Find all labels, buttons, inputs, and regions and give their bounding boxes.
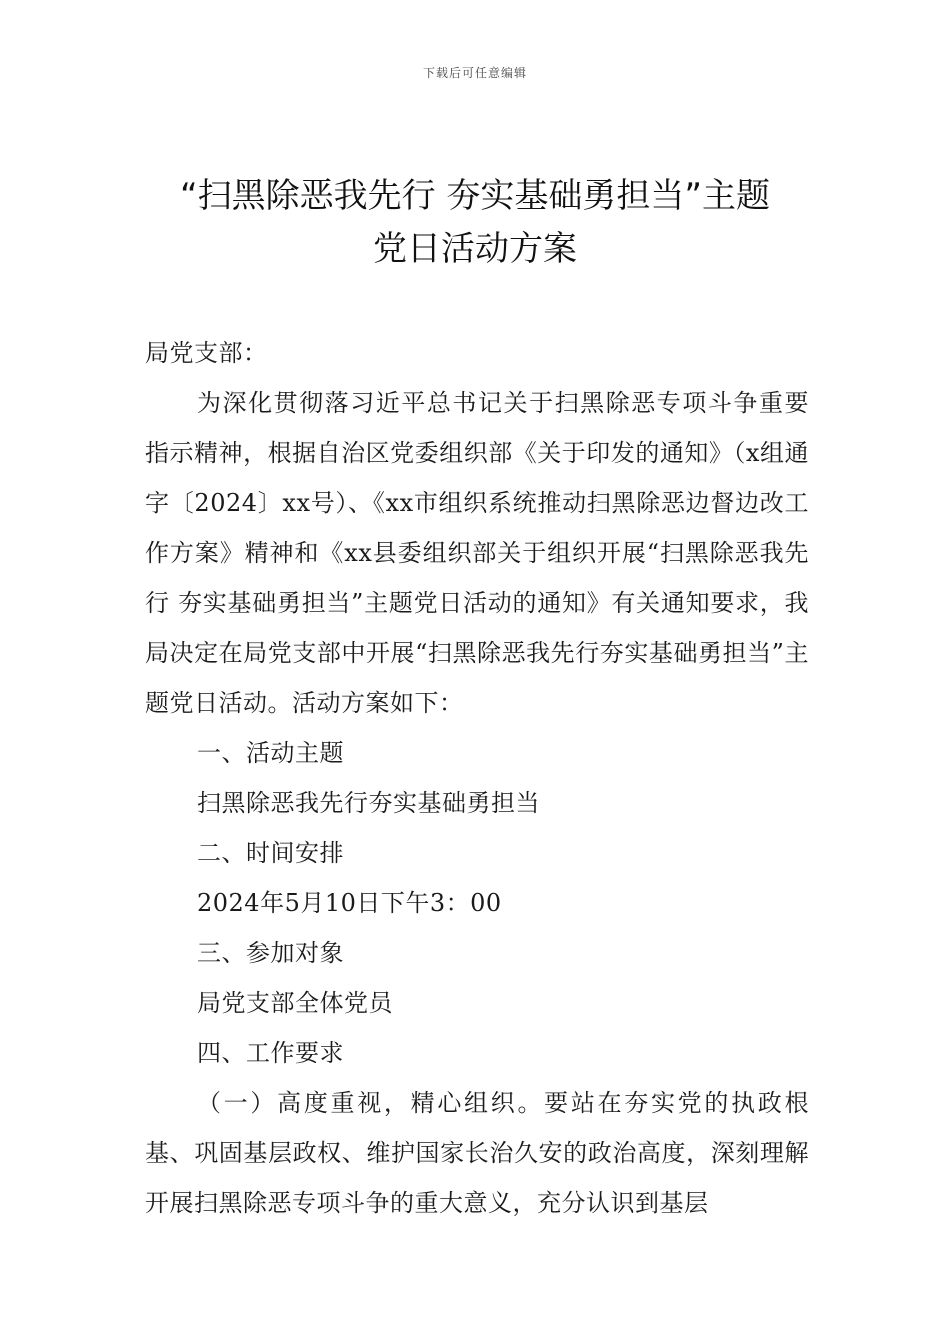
salutation: 局党支部： (145, 339, 268, 367)
section-content-time: 2024年5月10日下午3：00 (197, 889, 502, 917)
title-line-2: 党日活动方案 (373, 229, 577, 269)
section-heading-theme: 一、活动主题 (197, 739, 344, 767)
title-line-1: “扫黑除恶我先行 夯实基础勇担当”主题 (179, 176, 771, 216)
section-heading-requirements: 四、工作要求 (197, 1039, 344, 1067)
document-title (120, 170, 830, 276)
document-body (145, 328, 809, 1228)
section-content-participants: 局党支部全体党员 (197, 989, 393, 1017)
section-content-theme: 扫黑除恶我先行夯实基础勇担当 (197, 789, 540, 817)
requirement-paragraph: （一）高度重视，精心组织。要站在夯实党的执政根基、巩固基层政权、维护国家长治久安的政治高度，深刻理解开展扫黑除恶专项斗争的重大意义，充分认识到基层 (145, 1089, 809, 1217)
intro-paragraph: 为深化贯彻落习近平总书记关于扫黑除恶专项斗争重要指示精神，根据自治区党委组织部《关于印发的通知》（x组通字〔2024〕xx号）、《xx市组织系统推动扫黑除恶边督边改工作方案》精神和《xx县委组织部关于组织开展“扫黑除恶我先行 夯实基础勇担当”主题党日活动的通知》有关通知要求，我局决定在局党支部中开展“扫黑除恶我先行夯实基础勇担当”主题党日活动。活动方案如下： (145, 389, 809, 717)
section-heading-time: 二、时间安排 (197, 839, 344, 867)
section-heading-participants: 三、参加对象 (197, 939, 344, 967)
header-note: 下载后可任意编辑 (422, 66, 527, 80)
